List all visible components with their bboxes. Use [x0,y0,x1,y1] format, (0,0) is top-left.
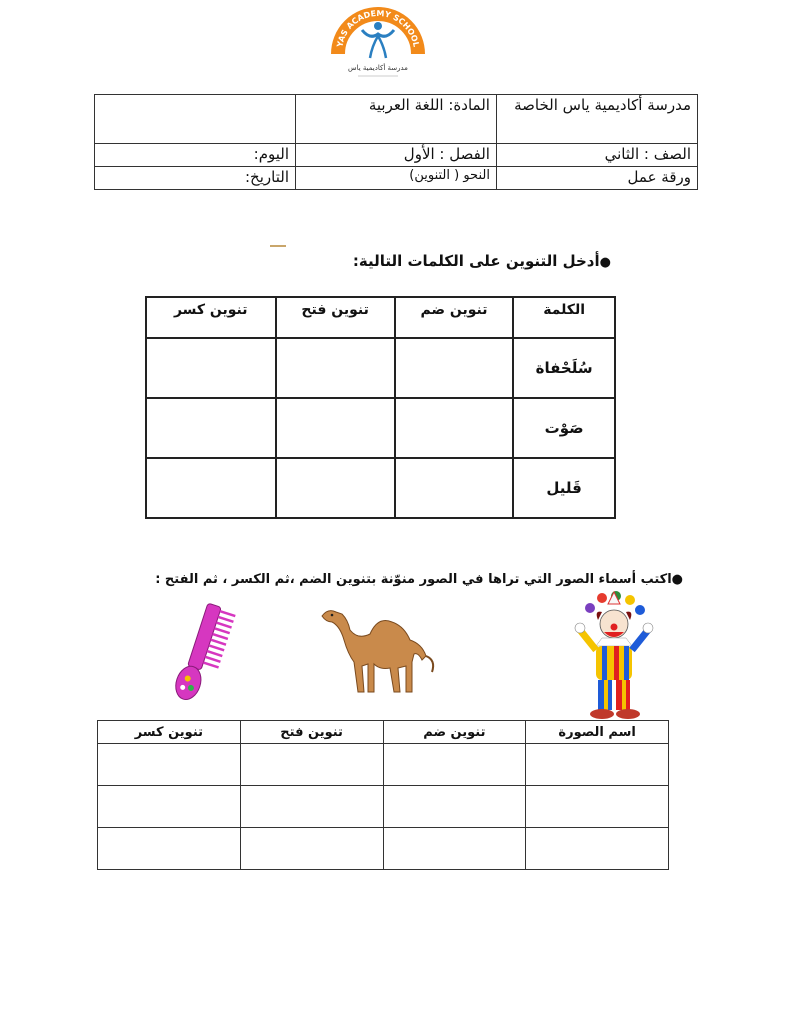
section1-title [353,252,611,270]
logo-arabic-name: مدرسة أكاديمية ياس [348,64,408,72]
answer-cell[interactable] [98,786,241,828]
answer-cell[interactable] [146,398,276,458]
worksheet-label: ورقة عمل [496,167,697,190]
logo-arc-text: YAS ACADEMY SCHOOL [335,8,421,48]
bullet-icon: ● [671,572,683,587]
answer-cell[interactable] [526,786,669,828]
answer-cell[interactable] [146,338,276,398]
grade: الصف : الثاني [496,144,697,167]
t1-word-cell: قَليل [513,458,615,518]
t2-header-picture-name: اسم الصورة [526,721,669,744]
tanween-table [145,296,616,519]
comb-icon [168,600,238,708]
worksheet-info-table [94,94,698,190]
t1-header-damm: تنوين ضم [395,297,514,338]
answer-cell[interactable] [395,398,514,458]
answer-cell[interactable] [276,458,395,518]
answer-cell[interactable] [383,828,526,870]
answer-cell[interactable] [98,828,241,870]
t2-header-damm: تنوين ضم [383,721,526,744]
answer-cell[interactable] [383,744,526,786]
school-name: مدرسة أكاديمية ياس الخاصة [496,95,697,144]
answer-cell[interactable] [276,398,395,458]
blank-cell [95,95,296,144]
bullet-icon: ● [599,255,611,270]
answer-cell[interactable] [240,828,383,870]
t1-word-cell: صَوْت [513,398,615,458]
answer-cell[interactable] [240,786,383,828]
school-logo [328,0,428,80]
answer-cell[interactable] [526,744,669,786]
clown-icon [568,590,660,720]
answer-cell[interactable] [276,338,395,398]
answer-cell[interactable] [383,786,526,828]
t1-header-word: الكلمة [513,297,615,338]
semester: الفصل : الأول [296,144,497,167]
t1-header-kasr: تنوين كسر [146,297,276,338]
answer-cell[interactable] [395,458,514,518]
answer-cell[interactable] [146,458,276,518]
t1-header-fath: تنوين فتح [276,297,395,338]
answer-cell[interactable] [395,338,514,398]
decorative-dash [270,245,286,247]
t2-header-fath: تنوين فتح [240,721,383,744]
answer-cell[interactable] [240,744,383,786]
answer-cell[interactable] [98,744,241,786]
section1-title-text: أدخل التنوين على الكلمات التالية: [352,252,600,270]
section2-title [155,572,683,587]
t2-header-kasr: تنوين كسر [98,721,241,744]
camel-icon [318,600,444,698]
topic: النحو ( التنوين) [296,167,497,190]
pictures-tanween-table [97,720,669,870]
t1-word-cell: سُلَحْفاة [513,338,615,398]
date-field: التاريخ: [95,167,296,190]
day-field: اليوم: [95,144,296,167]
subject: المادة: اللغة العربية [296,95,497,144]
answer-cell[interactable] [526,828,669,870]
section2-title-text: اكتب أسماء الصور التي تراها في الصور منوّنة بتنوين الضم ،ثم الكسر ، ثم الفتح : [155,572,672,587]
